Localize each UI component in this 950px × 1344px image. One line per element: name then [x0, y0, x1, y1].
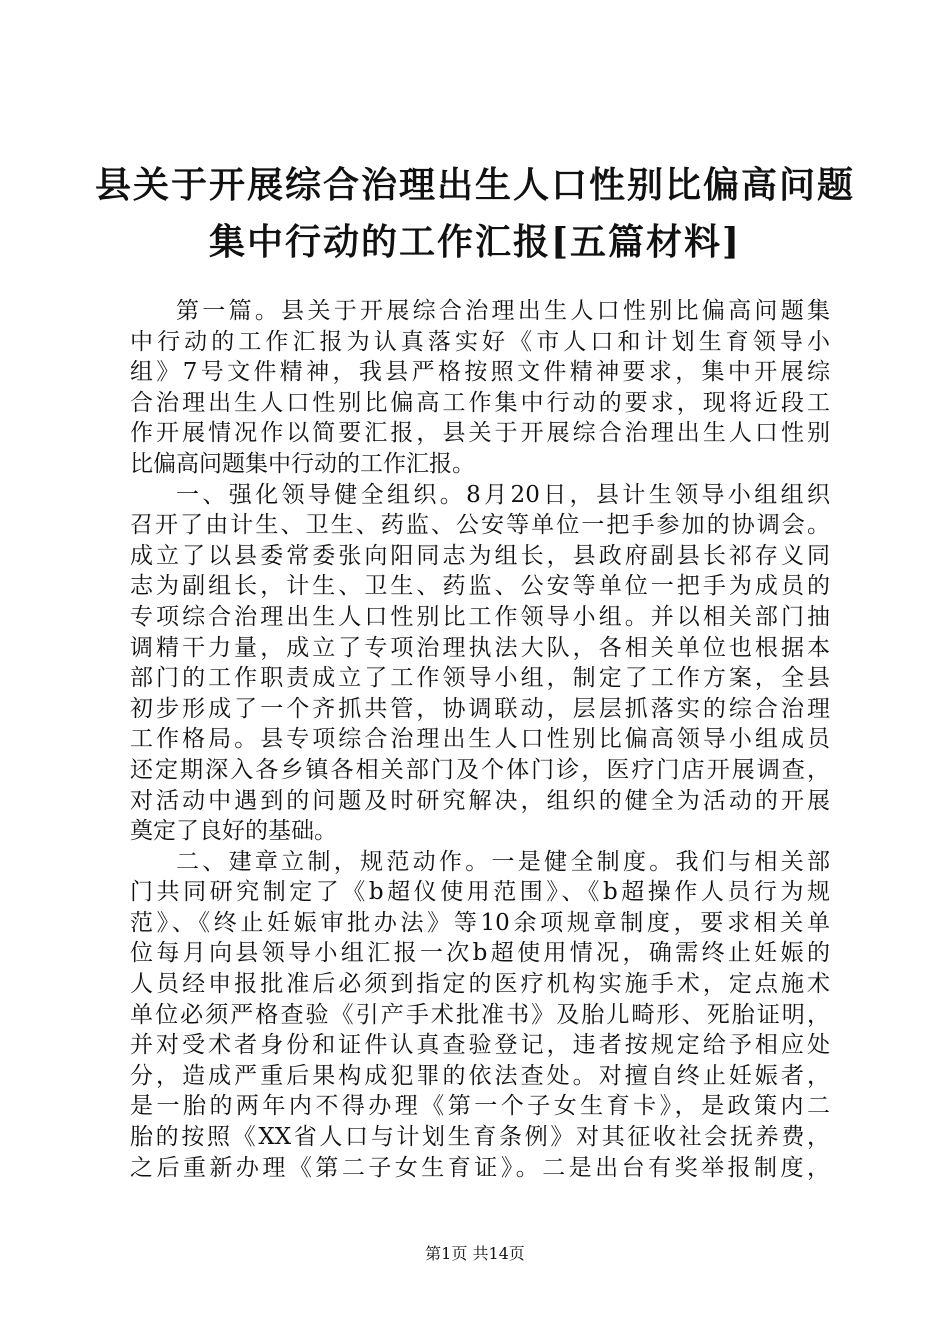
body-line: 调精干力量，成立了专项治理执法大队，各相关单位也根据本	[130, 634, 830, 661]
body-line: 范》、《终止妊娠审批办法》等10余项规章制度，要求相关单	[130, 909, 830, 936]
document-body	[130, 296, 830, 1183]
body-line: 比偏高问题集中行动的工作汇报。	[130, 450, 475, 477]
page-footer: 第1页 共14页	[425, 1244, 525, 1263]
body-line: 之后重新办理《第二子女生育证》。二是出台有奖举报制度，	[130, 1154, 830, 1181]
body-line: 中行动的工作汇报为认真落实好《市人口和计划生育领导小	[130, 328, 830, 355]
body-line: 胎的按照《XX省人口与计划生育条例》对其征收社会抚养费，	[130, 1124, 830, 1151]
document-title-line-1: 县关于开展综合治理出生人口性别比偏高问题	[94, 164, 855, 206]
body-line: 单位必须严格查验《引产手术批准书》及胎儿畸形、死胎证明，	[130, 1001, 830, 1028]
body-line: 并对受术者身份和证件认真查验登记，违者按规定给予相应处	[130, 1032, 830, 1059]
body-line: 对活动中遇到的问题及时研究解决，组织的健全为活动的开展	[130, 787, 830, 814]
body-line: 成立了以县委常委张向阳同志为组长，县政府副县长祁存义同	[130, 542, 830, 569]
body-line: 一、强化领导健全组织。8月20日，县计生领导小组组织	[176, 481, 830, 508]
body-line: 是一胎的两年内不得办理《第一个子女生育卡》，是政策内二	[130, 1093, 830, 1120]
body-line: 第一篇。县关于开展综合治理出生人口性别比偏高问题集	[176, 298, 830, 324]
body-line: 部门的工作职责成立了工作领导小组，制定了工作方案，全县	[130, 665, 830, 692]
document-title-line-2: 集中行动的工作汇报[五篇材料]	[208, 221, 742, 263]
body-line: 门共同研究制定了《b超仪使用范围》、《b超操作人员行为规	[130, 879, 830, 906]
body-line: 合治理出生人口性别比偏高工作集中行动的要求，现将近段工	[130, 389, 830, 416]
body-line: 奠定了良好的基础。	[130, 818, 337, 845]
body-line: 组》7号文件精神，我县严格按照文件精神要求，集中开展综	[130, 359, 830, 386]
body-line: 二、建章立制，规范动作。一是健全制度。我们与相关部	[176, 848, 830, 875]
body-line: 专项综合治理出生人口性别比工作领导小组。并以相关部门抽	[130, 603, 830, 630]
body-line: 位每月向县领导小组汇报一次b超使用情况，确需终止妊娠的	[130, 940, 830, 967]
body-line: 作开展情况作以简要汇报，县关于开展综合治理出生人口性别	[130, 420, 830, 447]
body-line: 初步形成了一个齐抓共管，协调联动，层层抓落实的综合治理	[130, 695, 830, 722]
body-line: 召开了由计生、卫生、药监、公安等单位一把手参加的协调会。	[130, 512, 830, 539]
body-line: 人员经申报批准后必须到指定的医疗机构实施手术，定点施术	[130, 971, 830, 998]
body-line: 还定期深入各乡镇各相关部门及个体门诊，医疗门店开展调查，	[130, 756, 830, 783]
body-line: 工作格局。县专项综合治理出生人口性别比偏高领导小组成员	[130, 726, 830, 753]
body-line: 分，造成严重后果构成犯罪的依法查处。对擅自终止妊娠者，	[130, 1062, 830, 1089]
body-line: 志为副组长，计生、卫生、药监、公安等单位一把手为成员的	[130, 573, 830, 600]
